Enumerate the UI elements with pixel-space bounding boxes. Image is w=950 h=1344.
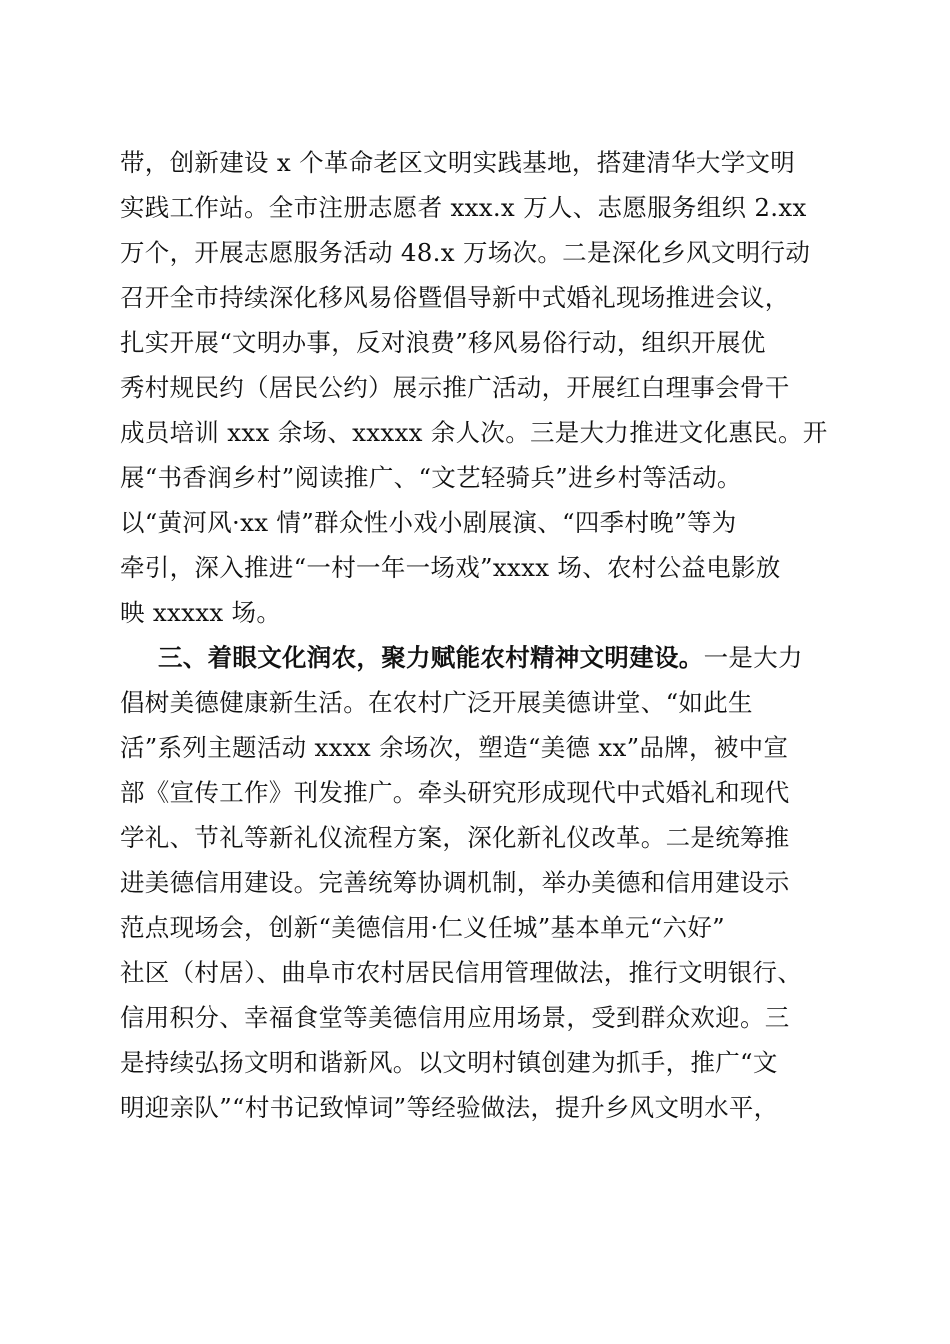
text-line: 社区（村居）、曲阜市农村居民信用管理做法，推行文明银行、 bbox=[120, 958, 803, 987]
section-heading-line bbox=[158, 643, 848, 673]
text-line: 进美德信用建设。完善统筹协调机制，举办美德和信用建设示 bbox=[120, 868, 790, 897]
heading-line-continuation: 一是大力 bbox=[703, 643, 803, 672]
text-line: 明迎亲队”“村书记致悼词”等经验做法，提升乡风文明水平， bbox=[120, 1093, 779, 1122]
text-line: 召开全市持续深化移风易俗暨倡导新中式婚礼现场推进会议， bbox=[120, 283, 790, 312]
text-line: 倡树美德健康新生活。在农村广泛开展美德讲堂、“如此生 bbox=[120, 688, 753, 717]
text-line: 映 xxxxx 场。 bbox=[120, 598, 282, 627]
text-line: 牵引，深入推进“一村一年一场戏”xxxx 场、农村公益电影放 bbox=[120, 553, 781, 582]
text-line: 秀村规民约（居民公约）展示推广活动，开展红白理事会骨干 bbox=[120, 373, 790, 402]
text-line: 万个，开展志愿服务活动 48.x 万场次。二是深化乡风文明行动 bbox=[120, 238, 811, 267]
text-line: 范点现场会，创新“美德信用·仁义任城”基本单元“六好” bbox=[120, 913, 725, 942]
text-line: 活”系列主题活动 xxxx 余场次，塑造“美德 xx”品牌，被中宣 bbox=[120, 733, 789, 762]
text-line: 扎实开展“文明办事，反对浪费”移风易俗行动，组织开展优 bbox=[120, 328, 766, 357]
text-line: 信用积分、幸福食堂等美德信用应用场景，受到群众欢迎。三 bbox=[120, 1003, 790, 1032]
text-line: 实践工作站。全市注册志愿者 xxx.x 万人、志愿服务组织 2.xx bbox=[120, 193, 807, 222]
text-line: 成员培训 xxx 余场、xxxxx 余人次。三是大力推进文化惠民。开 bbox=[120, 418, 828, 447]
section-heading: 三、着眼文化润农，聚力赋能农村精神文明建设。 bbox=[158, 643, 704, 672]
text-line: 学礼、节礼等新礼仪流程方案，深化新礼仪改革。二是统筹推 bbox=[120, 823, 790, 852]
text-line: 带，创新建设 x 个革命老区文明实践基地，搭建清华大学文明 bbox=[120, 148, 796, 177]
text-line: 展“书香润乡村”阅读推广、“文艺轻骑兵”进乡村等活动。 bbox=[120, 463, 742, 492]
text-line: 是持续弘扬文明和谐新风。以文明村镇创建为抓手，推广“文 bbox=[120, 1048, 778, 1077]
text-line: 以“黄河风·xx 情”群众性小戏小剧展演、“四季村晚”等为 bbox=[120, 508, 737, 537]
text-line: 部《宣传工作》刊发推广。牵头研究形成现代中式婚礼和现代 bbox=[120, 778, 790, 807]
